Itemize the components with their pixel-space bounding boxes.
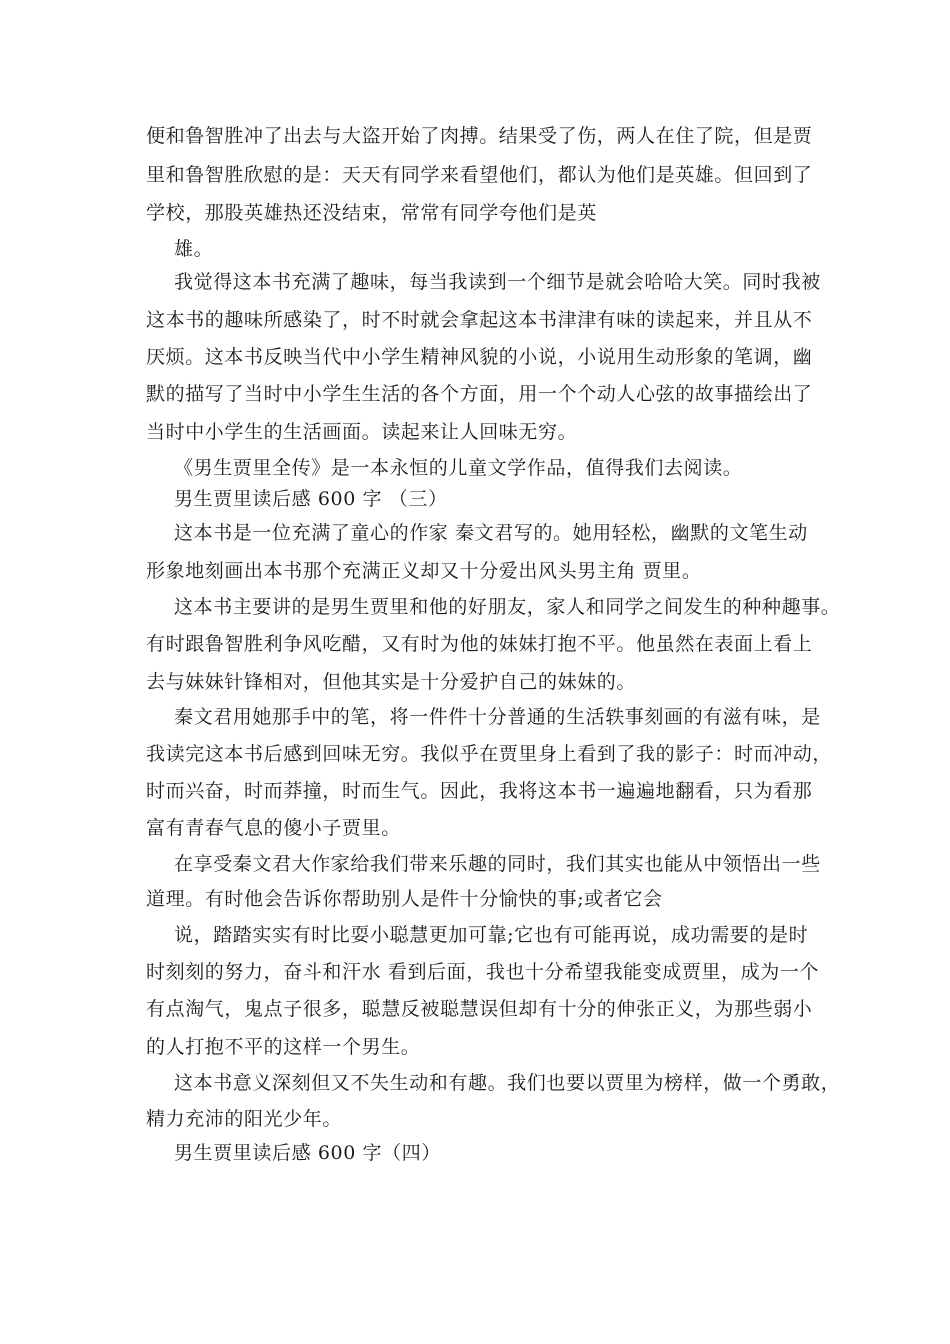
- text-line-2: 里和鲁智胜欣慰的是：天天有同学来看望他们，都认为他们是英雄。但回到了: [146, 164, 813, 186]
- text-line-20: 富有青春气息的傻小子贾里。: [146, 817, 401, 839]
- text-line-4: 雄。: [174, 238, 214, 260]
- section-heading: 男生贾里读后感 600 字（四）: [174, 1142, 441, 1164]
- text-line-19: 时而兴奋，时而莽撞，时而生气。因此，我将这本书一遍遍地翻看，只为看那: [146, 780, 813, 802]
- text-line-24: 时刻刻的努力，奋斗和汗水 看到后面，我也十分希望我能变成贾里，成为一个: [146, 961, 820, 983]
- paragraph-start: 这本书是一位充满了童心的作家 秦文君写的。她用轻松，幽默的文笔生动: [174, 522, 808, 544]
- text-line-15: 有时跟鲁智胜利争风吃醋，又有时为他的妹妹打抱不平。他虽然在表面上看上: [146, 633, 813, 655]
- paragraph-start: 秦文君用她那手中的笔，将一件件十分普通的生活轶事刻画的有滋有味，是: [174, 706, 821, 728]
- text-line-7: 厌烦。这本书反映当代中小学生精神风貌的小说，小说用生动形象的笔调，幽: [146, 346, 813, 368]
- text-line-16: 去与妹妹针锋相对，但他其实是十分爱护自己的妹妹的。: [146, 671, 637, 693]
- text-line-26: 的人打抱不平的这样一个男生。: [146, 1036, 421, 1058]
- paragraph-start: 我觉得这本书充满了趣味，每当我读到一个细节是就会哈哈大笑。同时我被: [174, 271, 821, 293]
- section-heading: 男生贾里读后感 600 字 （三）: [174, 488, 448, 510]
- paragraph-start: 这本书主要讲的是男生贾里和他的好朋友，家人和同学之间发生的种种趣事。: [174, 596, 841, 618]
- text-line-22: 道理。有时他会告诉你帮助别人是件十分愉快的事;或者它会: [146, 888, 663, 910]
- text-line-8: 默的描写了当时中小学生生活的各个方面，用一个个动人心弦的故事描绘出了: [146, 383, 813, 405]
- text-line-18: 我读完这本书后感到回味无穷。我似乎在贾里身上看到了我的影子：时而冲动，: [146, 743, 833, 765]
- paragraph-start: 这本书意义深刻但又不失生动和有趣。我们也要以贾里为榜样，做一个勇敢，: [174, 1072, 841, 1094]
- text-line-1: 便和鲁智胜冲了出去与大盗开始了肉搏。结果受了伤，两人在住了院，但是贾: [146, 125, 813, 147]
- paragraph-start: 在享受秦文君大作家给我们带来乐趣的同时，我们其实也能从中领悟出一些: [174, 853, 821, 875]
- text-line-28: 精力充沛的阳光少年。: [146, 1108, 343, 1130]
- paragraph-start: 《男生贾里全传》是一本永恒的儿童文学作品，值得我们去阅读。: [174, 457, 743, 479]
- text-line-6: 这本书的趣味所感染了，时不时就会拿起这本书津津有味的读起来，并且从不: [146, 309, 813, 331]
- text-line-3: 学校，那股英雄热还没结束，常常有同学夸他们是英: [146, 202, 597, 224]
- text-line-9: 当时中小学生的生活画面。读起来让人回味无穷。: [146, 421, 578, 443]
- text-line-23: 说，踏踏实实有时比耍小聪慧更加可靠;它也有可能再说，成功需要的是时: [174, 924, 809, 946]
- text-line-13: 形象地刻画出本书那个充满正义却又十分爱出风头男主角 贾里。: [146, 560, 702, 582]
- text-line-25: 有点淘气，鬼点子很多，聪慧反被聪慧误但却有十分的伸张正义，为那些弱小: [146, 998, 813, 1020]
